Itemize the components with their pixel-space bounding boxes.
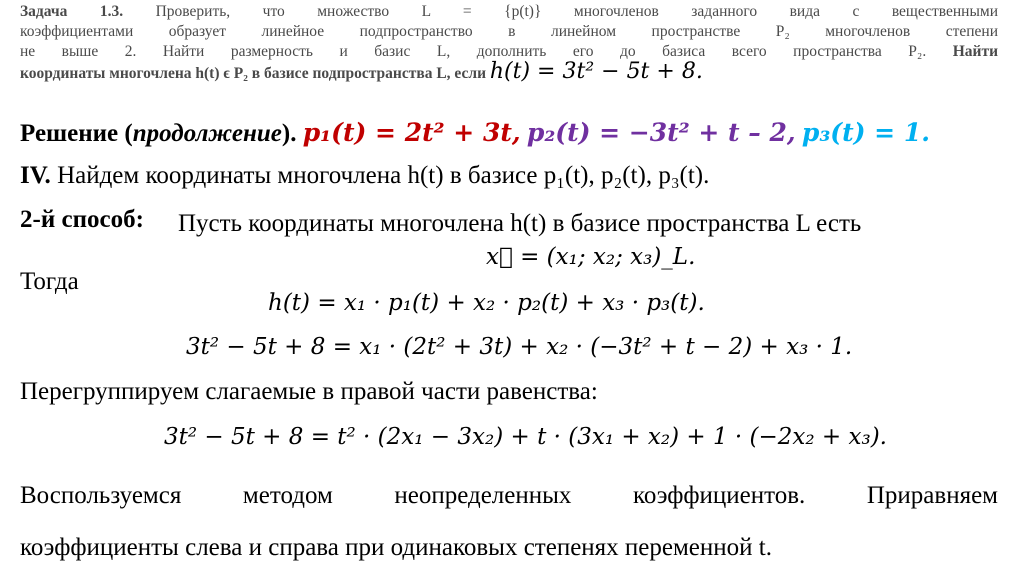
final-line-2: коэффициенты слева и справа при одинаковых степенях переменной t. <box>20 534 772 561</box>
task-line-3-bold: Найти <box>952 43 999 60</box>
step-four-text: Найдем координаты многочлена h(t) в базисе p₁(t), p₂(t), p₃(t). <box>57 162 710 189</box>
task-line-1 <box>20 2 998 22</box>
coordinate-vector: x⃗ = (x₁; x₂; x₃)_L. <box>486 244 696 270</box>
task-formula: h(t) = 3t² − 5t + 8. <box>489 59 703 84</box>
equation-2: 3t² − 5t + 8 = x₁ · (2t² + 3t) + x₂ · (−3t² + t − 2) + x₃ · 1. <box>186 334 853 360</box>
solution-heading-italic: продолжение <box>132 120 282 147</box>
method-two-text: Пусть координаты многочлена h(t) в базисе пространства L есть <box>178 210 862 237</box>
task-line-4-bold: координаты многочлена h(t) ϵ P₂ в базисе подпространства L, если <box>20 65 487 82</box>
task-line-4 <box>20 59 998 84</box>
step-four-label: IV. <box>20 162 51 189</box>
task-line-3-text: не выше 2. Найти размерность и базис L, дополнить его до базиса всего пространства P₂. <box>20 43 927 60</box>
step-four <box>20 162 709 190</box>
task-label: Задача 1.3. <box>20 3 124 20</box>
task-line-2: коэффициентами образует линейное подпространство в линейном пространстве P₂ многочленов степени <box>20 23 998 40</box>
solution-heading-text: Решение ( <box>20 120 133 147</box>
equation-1: h(t) = x₁ · p₁(t) + x₂ · p₂(t) + x₃ · p₃(t). <box>268 290 705 316</box>
then-label: Тогда <box>20 268 79 295</box>
method-two-label: 2-й способ: <box>20 206 144 233</box>
polynomial-p1: p₁(t) = 2t² + 3t, <box>302 118 521 147</box>
final-line-1: Воспользуемся методом неопределенных коэффициентов. Приравняем <box>20 482 998 509</box>
polynomial-p3: p₃(t) = 1. <box>801 118 930 147</box>
task-line-1-text: Проверить, что множество L = {p(t)} многочленов заданного вида с вещественными <box>155 3 998 20</box>
solution-heading <box>20 118 930 148</box>
solution-heading-end: ). <box>281 120 297 147</box>
regroup-text: Перегруппируем слагаемые в правой части равенства: <box>20 378 598 405</box>
equation-3: 3t² − 5t + 8 = t² · (2x₁ − 3x₂) + t · (3x₁ + x₂) + 1 · (−2x₂ + x₃). <box>164 424 887 450</box>
task-statement <box>20 2 998 84</box>
polynomial-p2: p₂(t) = −3t² + t – 2, <box>526 118 796 147</box>
